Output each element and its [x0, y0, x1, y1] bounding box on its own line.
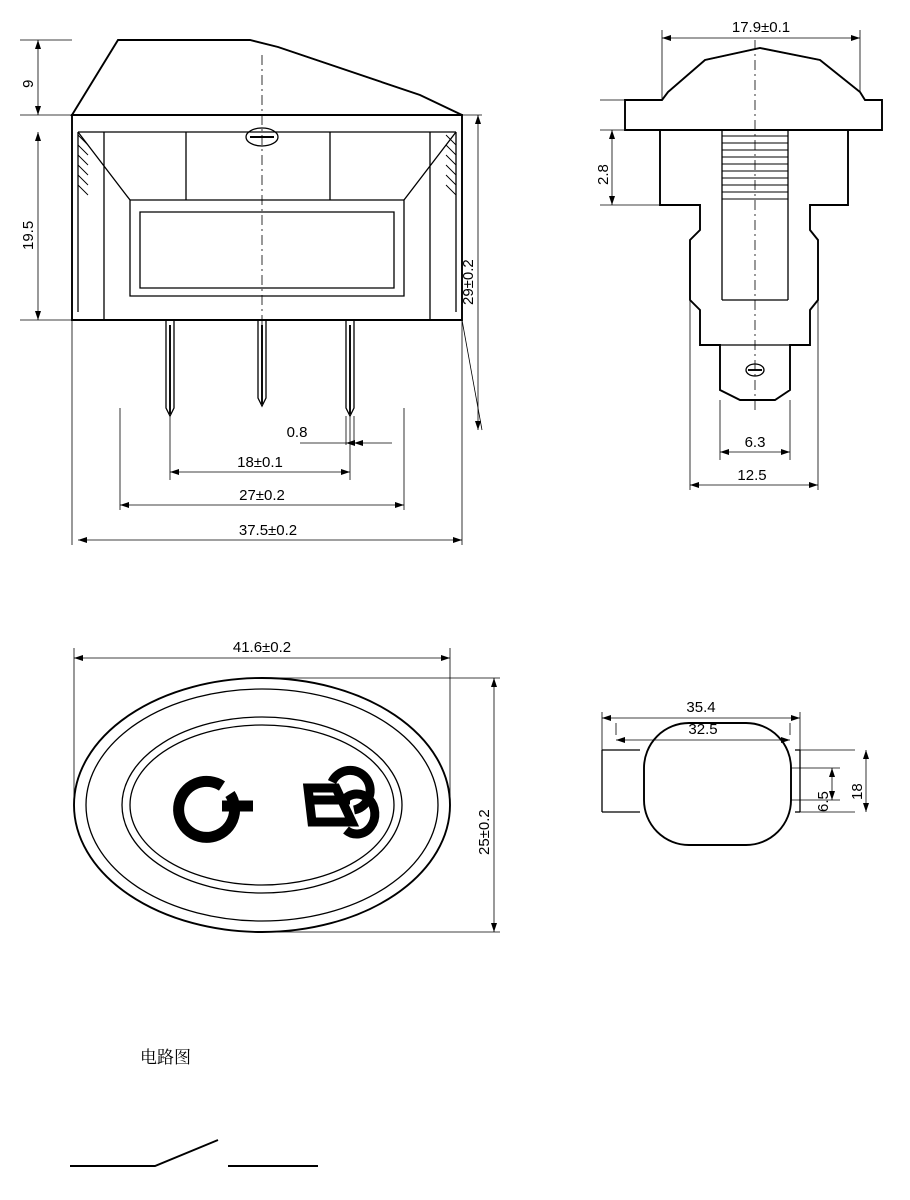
dim-41-6-label: 41.6±0.2	[232, 639, 292, 656]
dim-12-5-label: 12.5	[737, 467, 767, 484]
top-view	[74, 639, 500, 932]
dim-32-5	[616, 721, 790, 743]
power-icon	[179, 781, 253, 837]
dim-37-5	[78, 522, 462, 543]
dim-29-label: 29±0.2	[460, 259, 477, 305]
dim-27	[120, 487, 404, 508]
dim-0-8	[287, 424, 392, 446]
horn-icon	[308, 770, 375, 834]
dim-2-8	[595, 130, 615, 205]
dim-9-label: 9	[20, 79, 37, 88]
side-extension-lines	[600, 30, 860, 490]
dim-6-5	[815, 768, 835, 812]
dim-37-5-label: 37.5±0.2	[238, 522, 298, 539]
dim-12-5	[690, 467, 818, 488]
dim-18	[170, 454, 350, 475]
dim-2-8-label: 2.8	[595, 164, 612, 185]
dim-19-5-label: 19.5	[20, 220, 37, 250]
switch-body	[72, 115, 462, 320]
dim-17-9	[662, 19, 860, 41]
front-view	[20, 40, 482, 545]
dim-35-4-label: 35.4	[686, 699, 716, 716]
dim-41-6	[74, 639, 450, 661]
terminal-pins	[166, 320, 354, 416]
dim-18-cutout-label: 18	[849, 783, 866, 800]
dim-32-5-label: 32.5	[688, 721, 718, 738]
dim-19-5	[20, 132, 41, 320]
dim-18-label: 18±0.1	[237, 454, 283, 471]
dim-29	[460, 115, 481, 430]
dim-18-cutout	[849, 750, 869, 812]
dim-0-8-label: 0.8	[286, 424, 308, 441]
rocker-actuator	[72, 40, 462, 115]
dim-6-3	[720, 434, 790, 455]
panel-cutout-view	[602, 699, 869, 845]
dim-27-label: 27±0.2	[239, 487, 285, 504]
circuit-diagram-label: 电路图	[140, 1048, 191, 1068]
dim-25	[476, 678, 497, 932]
dim-25-label: 25±0.2	[476, 809, 493, 855]
dim-9	[20, 40, 41, 115]
dim-17-9-label: 17.9±0.1	[731, 19, 791, 36]
dim-6-5-label: 6.5	[815, 791, 832, 812]
dim-35-4	[602, 699, 800, 721]
circuit-diagram	[70, 1048, 318, 1166]
side-view	[595, 19, 882, 490]
dim-6-3-label: 6.3	[744, 434, 766, 451]
